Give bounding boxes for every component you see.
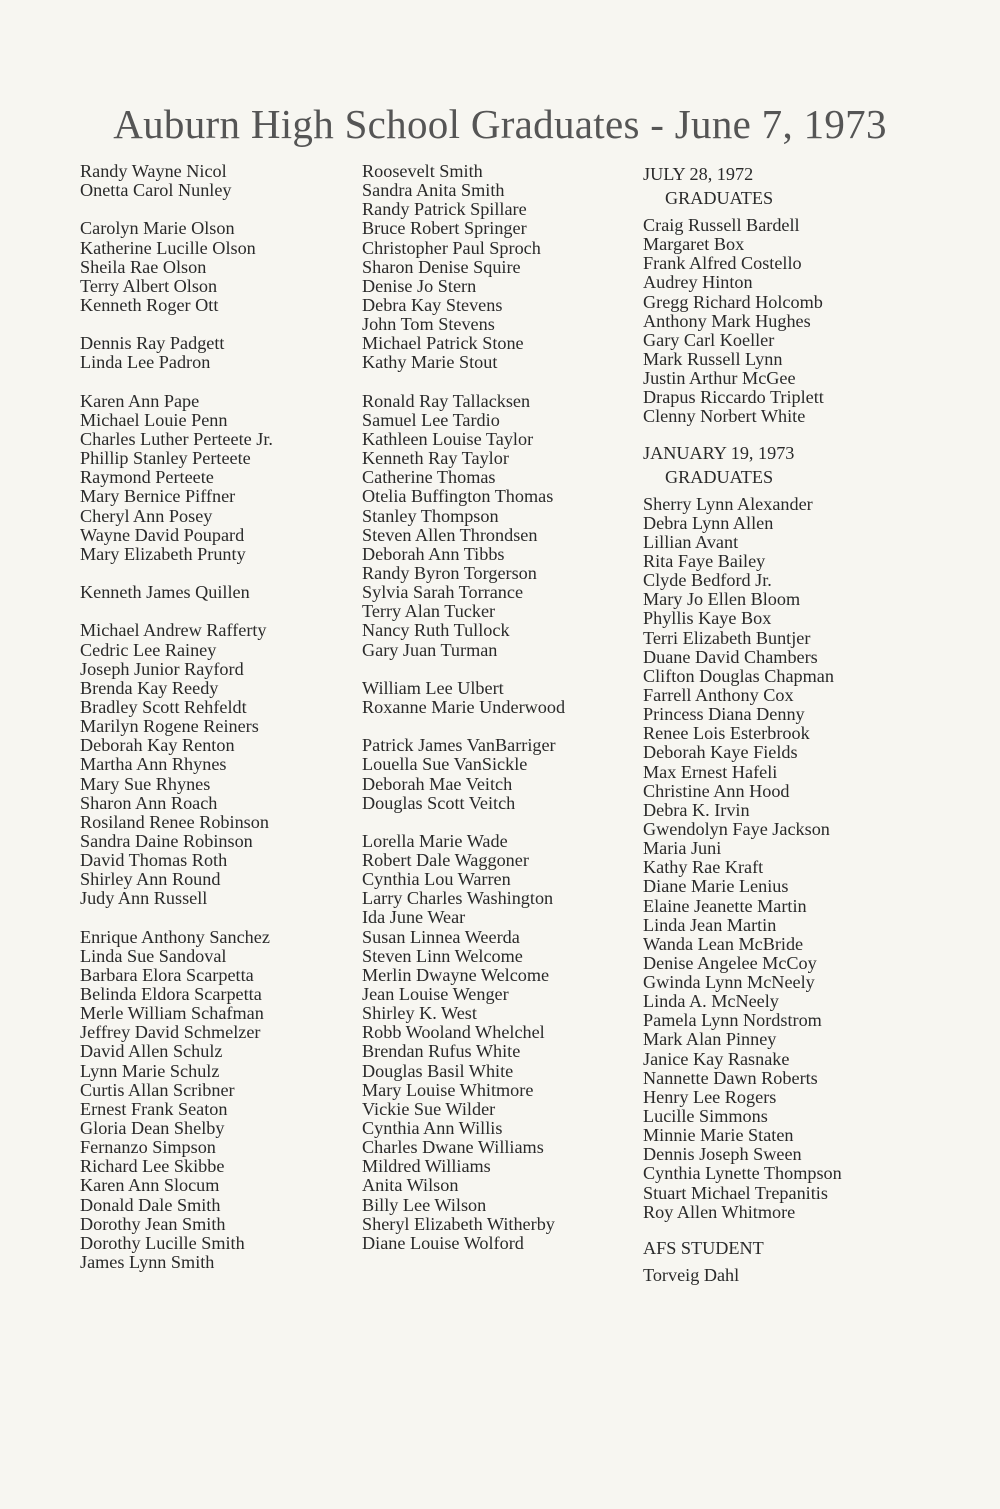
graduate-name: Karen Ann Pape	[80, 390, 200, 411]
graduate-name: Brendan Rufus White	[362, 1041, 521, 1062]
graduate-name: Sherry Lynn Alexander	[643, 493, 813, 514]
graduate-name: Mildred Williams	[362, 1156, 491, 1177]
graduate-name: Gary Carl Koeller	[643, 329, 775, 350]
graduate-name: Stuart Michael Trepanitis	[643, 1182, 828, 1203]
names-column-1	[80, 162, 273, 1272]
graduate-name: Mary Louise Whitmore	[362, 1079, 534, 1100]
graduate-name: Sylvia Sarah Torrance	[362, 582, 524, 603]
graduate-name: Brenda Kay Reedy	[80, 677, 219, 698]
graduate-name: Linda Jean Martin	[643, 914, 777, 935]
graduate-name: Drapus Riccardo Triplett	[643, 387, 824, 408]
graduate-name: Sheila Rae Olson	[80, 256, 207, 277]
graduate-name: Jeffrey David Schmelzer	[80, 1022, 261, 1043]
graduate-name: Mark Russell Lynn	[643, 348, 783, 369]
graduate-name: Cedric Lee Rainey	[80, 639, 217, 660]
graduate-name: Renee Lois Esterbrook	[643, 723, 810, 744]
graduate-name: Ronald Ray Tallacksen	[362, 390, 531, 411]
page-title: Auburn High School Graduates - June 7, 1973	[113, 101, 887, 147]
graduate-name: Kenneth Roger Ott	[80, 294, 219, 315]
graduate-name: Justin Arthur McGee	[643, 368, 796, 389]
graduate-name: Louella Sue VanSickle	[362, 754, 528, 775]
graduate-name: Christopher Paul Sproch	[362, 237, 541, 258]
graduate-name: Steven Linn Welcome	[362, 945, 523, 966]
graduate-name: James Lynn Smith	[80, 1252, 215, 1273]
graduate-name: Gloria Dean Shelby	[80, 1118, 225, 1139]
spacer	[80, 564, 273, 583]
graduate-name: Samuel Lee Tardio	[362, 409, 500, 430]
graduate-name: Sandra Daine Robinson	[80, 830, 253, 851]
graduate-name: Diane Marie Lenius	[643, 876, 789, 897]
graduate-name: Denise Jo Stern	[362, 275, 477, 296]
graduate-name: Billy Lee Wilson	[362, 1194, 487, 1215]
graduate-name: Mary Sue Rhynes	[80, 773, 211, 794]
graduate-name: Elaine Jeanette Martin	[643, 895, 807, 916]
section-heading-label: GRADUATES	[665, 466, 774, 487]
graduate-name: Charles Dwane Williams	[362, 1137, 544, 1158]
spacer	[643, 427, 842, 441]
section-heading-afs: AFS STUDENT	[643, 1237, 764, 1258]
graduate-name: John Tom Stevens	[362, 314, 495, 335]
graduate-name: William Lee Ulbert	[362, 677, 504, 698]
graduate-name: Patrick James VanBarriger	[362, 735, 556, 756]
graduate-name: Robb Wooland Whelchel	[362, 1022, 545, 1043]
spacer	[80, 373, 273, 392]
graduate-name: Dennis Joseph Sween	[643, 1144, 802, 1165]
graduate-name: Max Ernest Hafeli	[643, 761, 778, 782]
graduate-name: Curtis Allan Scribner	[80, 1079, 235, 1100]
graduate-name: Lynn Marie Schulz	[80, 1060, 220, 1081]
graduate-name: Terry Albert Olson	[80, 275, 218, 296]
graduate-name: Dorothy Jean Smith	[80, 1213, 226, 1234]
graduate-name: Terry Alan Tucker	[362, 601, 496, 622]
graduate-name: Ida June Wear	[362, 907, 466, 928]
graduate-name: Princess Diana Denny	[643, 704, 805, 725]
graduate-name: Kenneth James Quillen	[80, 582, 250, 603]
graduate-name: Shirley K. West	[362, 1003, 477, 1024]
graduate-name: Lucille Simmons	[643, 1106, 768, 1127]
graduate-name: Douglas Scott Veitch	[362, 792, 516, 813]
graduate-name: Jean Louise Wenger	[362, 984, 509, 1005]
graduate-name: Rita Faye Bailey	[643, 550, 766, 571]
graduate-name: Cynthia Ann Willis	[362, 1118, 503, 1139]
spacer	[643, 1222, 842, 1236]
graduate-name: Michael Louie Penn	[80, 409, 228, 430]
names-column-2	[362, 162, 565, 1253]
graduate-name: Roosevelt Smith	[362, 161, 483, 181]
graduate-name: Martha Ann Rhynes	[80, 754, 227, 775]
graduate-name: Raymond Perteete	[80, 467, 214, 488]
graduate-name: Joseph Junior Rayford	[80, 658, 244, 679]
graduate-name: Debra Kay Stevens	[362, 294, 503, 315]
graduate-name: Debra Lynn Allen	[643, 512, 774, 533]
spacer	[80, 602, 273, 621]
graduate-name: Cheryl Ann Posey	[80, 505, 213, 526]
graduate-name: Clifton Douglas Chapman	[643, 665, 834, 686]
graduate-name: Anita Wilson	[362, 1175, 459, 1196]
graduate-name: Deborah Mae Veitch	[362, 773, 513, 794]
graduate-name: Rosiland Renee Robinson	[80, 811, 269, 832]
graduate-name: Torveig Dahl	[643, 1264, 740, 1285]
graduate-name: Linda A. McNeely	[643, 991, 779, 1012]
spacer	[362, 717, 565, 736]
graduate-name: Barbara Elora Scarpetta	[80, 964, 254, 985]
graduate-name: Craig Russell Bardell	[643, 215, 800, 235]
graduate-name: Onetta Carol Nunley	[80, 180, 232, 201]
graduate-name: Anthony Mark Hughes	[643, 310, 811, 331]
graduate-name: Frank Alfred Costello	[643, 253, 802, 274]
graduate-name: Kathleen Louise Taylor	[362, 428, 534, 449]
graduate-name: Robert Dale Waggoner	[362, 850, 529, 871]
section-heading-label: GRADUATES	[665, 188, 774, 208]
graduate-name: Clenny Norbert White	[643, 406, 806, 427]
graduate-name: Stanley Thompson	[362, 505, 499, 526]
spacer	[80, 908, 273, 927]
graduate-name: Wanda Lean McBride	[643, 933, 804, 954]
graduate-name: Larry Charles Washington	[362, 888, 554, 909]
graduate-name: Maria Juni	[643, 838, 722, 859]
graduate-name: Roxanne Marie Underwood	[362, 696, 566, 717]
graduate-name: Michael Andrew Rafferty	[80, 620, 267, 641]
graduate-name: Margaret Box	[643, 234, 745, 255]
graduate-name: Ernest Frank Seaton	[80, 1098, 228, 1119]
graduate-name: David Allen Schulz	[80, 1041, 223, 1062]
graduate-name: Sheryl Elizabeth Witherby	[362, 1213, 555, 1234]
graduate-name: Enrique Anthony Sanchez	[80, 926, 270, 947]
graduate-name: Randy Patrick Spillare	[362, 199, 527, 220]
graduate-name: Lorella Marie Wade	[362, 830, 508, 851]
graduate-name: Janice Kay Rasnake	[643, 1048, 790, 1069]
graduate-name: Steven Allen Throndsen	[362, 524, 538, 545]
graduate-name: Charles Luther Perteete Jr.	[80, 428, 273, 449]
graduate-name: Deborah Kaye Fields	[643, 742, 798, 763]
graduate-name: Richard Lee Skibbe	[80, 1156, 225, 1177]
graduate-name: Donald Dale Smith	[80, 1194, 221, 1215]
graduate-name: Michael Patrick Stone	[362, 333, 524, 354]
graduate-name: Minnie Marie Staten	[643, 1125, 794, 1146]
graduate-name: Pamela Lynn Nordstrom	[643, 1010, 822, 1031]
graduate-name: Denise Angelee McCoy	[643, 952, 817, 973]
graduate-name: Kenneth Ray Taylor	[362, 448, 509, 469]
graduate-name: Gwinda Lynn McNeely	[643, 972, 815, 993]
graduate-name: Nancy Ruth Tullock	[362, 620, 510, 641]
graduate-name: Sharon Denise Squire	[362, 256, 521, 277]
graduate-name: Diane Louise Wolford	[362, 1232, 524, 1253]
graduate-name: Dennis Ray Padgett	[80, 333, 225, 354]
graduate-name: Vickie Sue Wilder	[362, 1098, 496, 1119]
spacer	[80, 200, 273, 219]
graduate-name: Karen Ann Slocum	[80, 1175, 220, 1196]
graduate-name: Duane David Chambers	[643, 646, 818, 667]
graduate-name: Dorothy Lucille Smith	[80, 1232, 245, 1253]
spacer	[80, 315, 273, 334]
graduate-name: Otelia Buffington Thomas	[362, 486, 554, 507]
graduate-name: Cynthia Lynette Thompson	[643, 1163, 842, 1184]
graduate-name: Bradley Scott Rehfeldt	[80, 696, 247, 717]
graduate-name: Phillip Stanley Perteete	[80, 448, 251, 469]
graduate-name: Shirley Ann Round	[80, 869, 221, 890]
graduate-name: Randy Wayne Nicol	[80, 161, 227, 181]
graduate-name: Katherine Lucille Olson	[80, 237, 256, 258]
graduate-name: Cynthia Lou Warren	[362, 869, 511, 890]
graduate-name: Debra K. Irvin	[643, 799, 750, 820]
graduate-name: Linda Lee Padron	[80, 352, 211, 373]
graduate-name: Nannette Dawn Roberts	[643, 1067, 818, 1088]
graduate-name: Bruce Robert Springer	[362, 218, 527, 239]
graduate-name: Douglas Basil White	[362, 1060, 514, 1081]
graduate-name: Mary Jo Ellen Bloom	[643, 589, 801, 610]
graduate-name: Terri Elizabeth Buntjer	[643, 627, 811, 648]
graduate-name: Belinda Eldora Scarpetta	[80, 984, 262, 1005]
graduate-name: Catherine Thomas	[362, 467, 496, 488]
spacer	[362, 373, 565, 392]
spacer	[362, 660, 565, 679]
graduate-name: Sandra Anita Smith	[362, 180, 505, 201]
graduate-name: Deborah Ann Tibbs	[362, 543, 505, 564]
spacer	[362, 813, 565, 832]
graduate-name: Sharon Ann Roach	[80, 792, 218, 813]
graduate-name: Judy Ann Russell	[80, 888, 208, 909]
graduate-name: Henry Lee Rogers	[643, 1086, 777, 1107]
graduate-name: Clyde Bedford Jr.	[643, 570, 772, 591]
graduate-name: Farrell Anthony Cox	[643, 684, 794, 705]
graduate-name: Merlin Dwayne Welcome	[362, 964, 550, 985]
graduate-name: Kathy Marie Stout	[362, 352, 498, 373]
section-heading-date: JULY 28, 1972	[643, 164, 754, 184]
graduate-name: David Thomas Roth	[80, 850, 228, 871]
section-heading-date: JANUARY 19, 1973	[643, 442, 795, 463]
graduate-name: Audrey Hinton	[643, 272, 753, 293]
graduate-name: Mary Bernice Piffner	[80, 486, 236, 507]
graduate-name: Merle William Schafman	[80, 1003, 264, 1024]
graduate-name: Carolyn Marie Olson	[80, 218, 235, 239]
graduate-name: Kathy Rae Kraft	[643, 857, 764, 878]
graduate-name: Gary Juan Turman	[362, 639, 498, 660]
graduate-name: Susan Linnea Weerda	[362, 926, 520, 947]
graduate-name: Mary Elizabeth Prunty	[80, 543, 246, 564]
graduate-name: Roy Allen Whitmore	[643, 1201, 796, 1222]
graduate-name: Gregg Richard Holcomb	[643, 291, 823, 312]
graduate-name: Christine Ann Hood	[643, 780, 790, 801]
graduate-name: Phyllis Kaye Box	[643, 608, 772, 629]
graduate-name: Wayne David Poupard	[80, 524, 245, 545]
graduate-name: Mark Alan Pinney	[643, 1029, 777, 1050]
graduate-name: Deborah Kay Renton	[80, 735, 235, 756]
graduate-name: Lillian Avant	[643, 531, 739, 552]
graduate-name: Fernanzo Simpson	[80, 1137, 216, 1158]
graduate-name: Linda Sue Sandoval	[80, 945, 227, 966]
graduate-name: Randy Byron Torgerson	[362, 562, 537, 583]
graduate-name: Marilyn Rogene Reiners	[80, 716, 259, 737]
graduate-name: Gwendolyn Faye Jackson	[643, 818, 830, 839]
names-column-3	[643, 162, 842, 1285]
